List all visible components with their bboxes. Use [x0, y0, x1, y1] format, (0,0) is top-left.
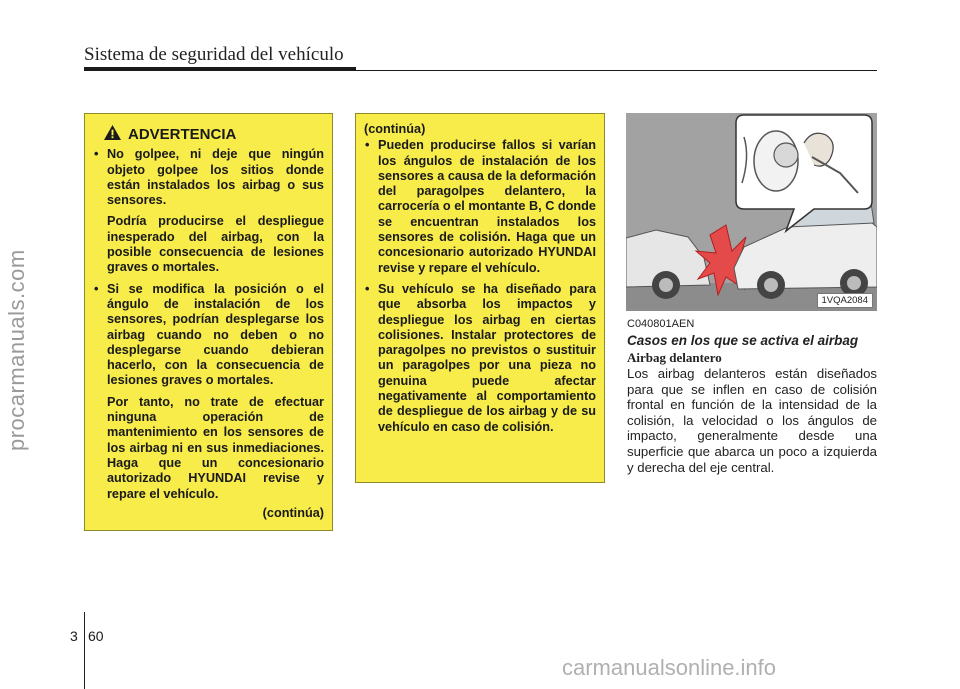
warning-item-text: No golpee, ni deje que ningún objeto golpee los sitios donde están instalados los airbag o sus sensores. [107, 147, 324, 208]
bullet: • [94, 147, 99, 162]
section-body-text: Los airbag delanteros están diseñados para que se inflen en caso de colisión frontal en función de la intensidad de la colisión, la velocidad o los ángulos de impacto, generalmente desde una superficie que abarca un poco a izquierda y derecha del eje central. [627, 366, 877, 475]
warning-box-1 [84, 113, 333, 531]
warning-item-text: Si se modifica la posición o el ángulo de instalación de los sensores, podrían desplegarse los airbag cuando no deben o no desplegarse cuando debieran hacerlo, con la consecuencia de lesiones graves o mortales. [107, 281, 324, 388]
list-item [364, 282, 596, 435]
list-item [364, 138, 596, 276]
warning-heading [103, 124, 324, 144]
warning-item-subtext: Por tanto, no trate de efectuar ninguna operación de mantenimiento en los sensores de los airbag ni en sus inmediaciones. Haga que un concesionario autorizado HYUNDAI revise y repare el vehículo. [107, 394, 324, 501]
bullet: • [365, 281, 370, 296]
page-header-title: Sistema de seguridad del vehículo [84, 44, 344, 65]
list-item [93, 147, 324, 275]
warning-item-text: Su vehículo se ha diseñado para que absorba los impactos y despliegue los airbag en ciertas colisiones. Instalar protectores de paragolpes no previstos o sustituir un paragolpes por una pieza no genuina puede afectar negativamente al comportamiento de despliegue de los airbag y de su vehículo en caso de colisión. [378, 281, 596, 434]
warning-triangle-icon [103, 124, 122, 144]
figure-code-label: 1VQA2084 [817, 293, 873, 308]
warning-box-2 [355, 113, 605, 483]
page-number: 60 [88, 628, 104, 644]
warning-item-text: Pueden producirse fallos si varían los ángulos de instalación de los sensores a causa de la deformación del paragolpes delantero, la carrocería o el montante B, C donde se encuentran instalados los sensores de colisión. Haga que un concesionario autorizado HYUNDAI revise y repare el vehículo. [378, 138, 596, 275]
bottom-watermark: carmanualsonline.info [562, 655, 777, 680]
page-number-divider [84, 612, 85, 689]
warning-list-1 [93, 147, 324, 502]
continued-label: (continúa) [262, 505, 324, 520]
header-rule-thin [84, 70, 877, 71]
warning-item-subtext: Podría producirse el despliegue inesperado del airbag, con la posible consecuencia de lesiones graves o mortales. [107, 214, 324, 275]
airbag-crash-illustration [626, 113, 877, 311]
warning-list-2 [364, 138, 596, 435]
section-code: C040801AEN [627, 318, 695, 330]
bullet: • [94, 281, 99, 296]
section-number: 3 [70, 628, 78, 644]
crash-scene-drawing [626, 113, 877, 311]
side-watermark: procarmanuals.com [4, 249, 29, 451]
warning-heading-text: ADVERTENCIA [128, 125, 237, 143]
continued-label: (continúa) [364, 122, 426, 136]
list-item [93, 282, 324, 502]
bullet: • [365, 138, 370, 153]
section-title: Casos en los que se activa el airbag [627, 333, 859, 348]
section-subtitle: Airbag delantero [627, 350, 722, 365]
